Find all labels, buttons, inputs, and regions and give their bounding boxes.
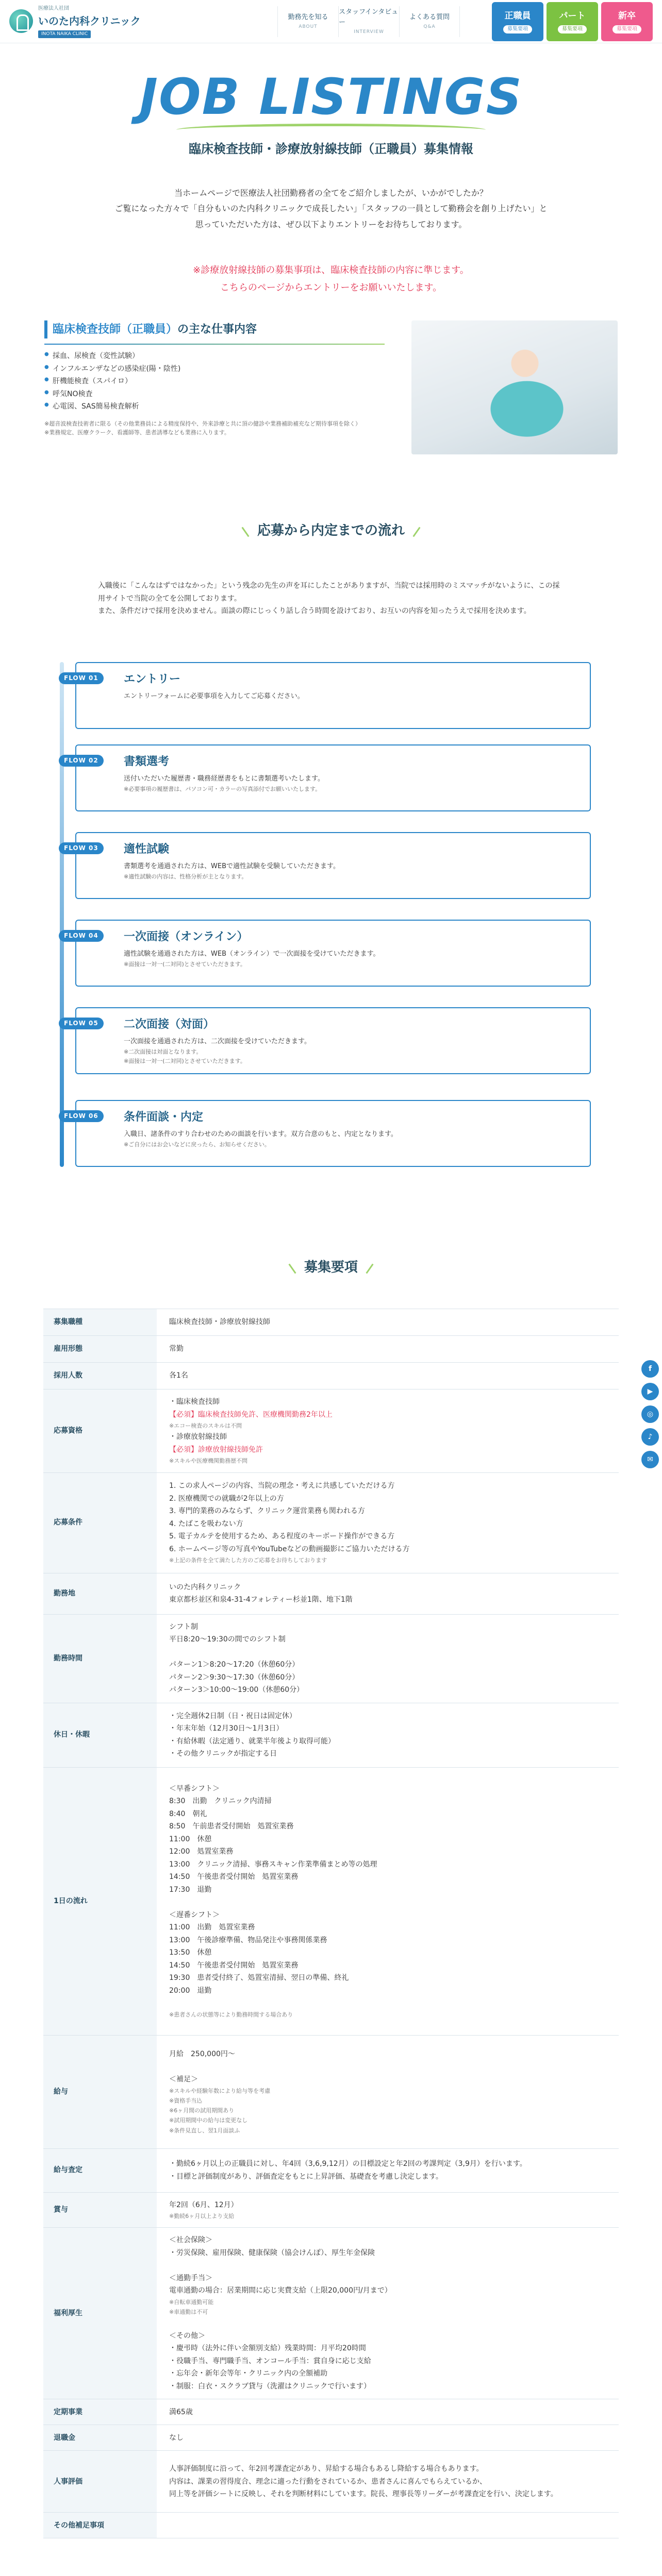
- button-sub: 募集要項: [613, 25, 641, 33]
- table-row: [43, 2425, 619, 2451]
- duties-note: ※超音波検査技術者に限る（その他業務員による精度保持や、外来診療と共に頂の健診や業務補助補充など期待事項を除く） ※業務規定、医療クラーク、看護師等、患者誘導なども業務に入ります。: [44, 420, 361, 436]
- row-value-line: 東京都杉並区和泉4-31-4フォレティー杉並1階、地下1階: [169, 1596, 353, 1604]
- nav-item-label: スタッフインタビュー: [339, 8, 399, 27]
- duties-divider: [44, 344, 385, 345]
- row-value: [157, 2148, 619, 2192]
- row-value-line: [169, 1646, 606, 1659]
- parttime-requirements-button[interactable]: [547, 2, 598, 41]
- row-value-line: 13:50 休憩: [169, 1948, 212, 1957]
- row-value-line: 12:00 処置室業務: [169, 1848, 234, 1856]
- side-sns: [638, 1360, 662, 1468]
- table-row: [43, 2513, 619, 2538]
- logo-tag: INOTA NAIKA CLINIC: [38, 30, 91, 38]
- table-row: [43, 2399, 619, 2425]
- row-label: 給与査定: [43, 2148, 157, 2192]
- logo-text: [38, 5, 141, 38]
- list-item: ● 採血、尿検査（変性試験）: [44, 350, 618, 363]
- row-value-line: 2. 医療機関での就職が2年以上の方: [169, 1494, 284, 1503]
- requirements-heading: [0, 1257, 662, 1279]
- row-value: [157, 2035, 619, 2148]
- fulltime-requirements-button[interactable]: [492, 2, 543, 41]
- mail-icon[interactable]: ✉: [641, 1451, 659, 1468]
- row-value-line: 6. ホームページ等の写真やYouTubeなどの動画撮影にご協力いただける方: [169, 1545, 410, 1553]
- notice-line: ※診療放射線技師の募集事項は、臨床検査技師の内容に準じます。: [193, 265, 469, 276]
- row-value-line: [169, 2259, 606, 2272]
- duties-section: [44, 320, 618, 465]
- table-row: [43, 2148, 619, 2192]
- row-value-line: [169, 2317, 606, 2330]
- row-value: [157, 1703, 619, 1767]
- page-subtitle: 臨床検査技師・診療放射線技師（正職員）募集情報: [189, 142, 473, 156]
- row-value-line: [169, 1896, 606, 1909]
- row-value-line: ※スキルや経験年数により給与等を考慮: [169, 2087, 271, 2094]
- table-row: [43, 1614, 619, 1703]
- row-value-line: ・年末年始（12月30日〜1月3日）: [169, 1724, 284, 1733]
- intro-line: ご覧になった方々で「自分もいのた内科クリニックで成長したい」「スタッフの一員として勤務会を創り上げたい」と: [114, 204, 548, 214]
- duties-title-highlight: 臨床検査技師（正職員）: [53, 323, 178, 336]
- flow-title: 応募から内定までの流れ: [237, 520, 425, 542]
- row-label: 定期事業: [43, 2399, 157, 2425]
- staff-photo: [411, 320, 618, 454]
- instagram-icon[interactable]: ◎: [641, 1405, 659, 1423]
- row-value-line: ※資格手当込: [169, 2097, 203, 2104]
- page-title: JOB LISTINGS: [139, 68, 523, 126]
- table-row: [43, 1472, 619, 1573]
- global-nav: [277, 6, 460, 37]
- flow-badge: FLOW 02: [59, 755, 104, 767]
- list-item: ● 心電図、SAS簡易検査解析: [44, 400, 618, 413]
- row-value: [157, 1472, 619, 1573]
- flow-note: ※適性試験の内容は、性格分析が主となります。: [124, 873, 247, 880]
- row-value: [157, 1389, 619, 1473]
- row-value-line: 11:00 出勤 処置室業務: [169, 1923, 255, 1932]
- row-value-line: ・目標と評価制度があり、評価査定をもとに上昇評価、基礎査を考慮し決定します。: [169, 2172, 443, 2181]
- nav-item-label: 勤務先を知る: [288, 13, 328, 21]
- flow-desc: 一次面接を通過された方は、二次面接を受けていただきます。: [124, 1038, 311, 1046]
- tiktok-icon[interactable]: ♪: [641, 1428, 659, 1446]
- table-row: [43, 2228, 619, 2399]
- nav-item-interview[interactable]: [338, 6, 399, 37]
- row-value-line: ・役職手当、専門職手当、オンコール手当：賞自身に応じ支給: [169, 2357, 371, 2365]
- table-row: [43, 1389, 619, 1473]
- nav-item-label: よくある質問: [409, 13, 450, 21]
- flow-heading: [0, 520, 662, 542]
- intro-line: 思っていただいた方は、ぜひ以下よりエントリーをお待ちしております。: [195, 219, 467, 229]
- flow-badge: FLOW 03: [59, 842, 104, 854]
- flow-name: 一次面接（オンライン）: [124, 930, 249, 943]
- nav-item-faq[interactable]: [399, 6, 460, 37]
- list-item: ● インフルエンザなどの感染症(陽・陰性): [44, 363, 618, 376]
- row-value-line: パターン2＞9:30〜17:30（休憩60分）: [169, 1673, 300, 1682]
- row-value: [157, 2425, 619, 2451]
- row-value: [157, 1614, 619, 1703]
- row-value: [157, 2192, 619, 2228]
- table-row: [43, 2192, 619, 2228]
- button-label: 新卒: [618, 10, 636, 21]
- hero: [0, 68, 662, 159]
- row-value-line: 17:30 退勤: [169, 1885, 212, 1894]
- duties-title-rest: の主な仕事内容: [177, 323, 257, 336]
- button-label: 正職員: [504, 10, 531, 21]
- requirements-table-wrap: [43, 1309, 619, 2576]
- row-value-line: ・有給休暇（法定通り、就業半年後より取得可能）: [169, 1737, 335, 1745]
- table-row: [43, 1336, 619, 1363]
- flow-note: ※二次面接は対面となります。 ※面接は一対一(二対同)とさせていただきます。: [124, 1048, 246, 1064]
- table-row: [43, 1573, 619, 1614]
- row-value-line: ※勤続6ヶ月以上より支給: [169, 2213, 235, 2219]
- row-value-line: 満65歳: [169, 2408, 193, 2416]
- row-value-line: ・その他クリニックが指定する日: [169, 1750, 277, 1758]
- flow-step-aptitude-test: [64, 832, 591, 899]
- row-value-line: 14:50 午後患者受付開始 処置室業務: [169, 1873, 299, 1882]
- row-value-line: 1. この求人ページの内容、当院の理念・考えに共感していただける方: [169, 1482, 395, 1490]
- requirements-body: [43, 1309, 619, 2538]
- flow-steps: [44, 662, 618, 1177]
- row-value: [157, 2228, 619, 2399]
- row-value-line: 月給 250,000円〜: [169, 2050, 235, 2059]
- row-label: 賞与: [43, 2192, 157, 2228]
- flow-badge: FLOW 05: [59, 1018, 104, 1029]
- row-label: 雇用形態: [43, 1336, 157, 1363]
- flow-note: ※必要事項の履歴書は、パソコン可・カラーの写真添付でお願いいたします。: [124, 785, 321, 792]
- row-value-line: ※車通勤は不可: [169, 2309, 208, 2315]
- row-value: [157, 1336, 619, 1363]
- row-value: [157, 1363, 619, 1389]
- row-value-line: ＜早番シフト＞: [169, 1784, 220, 1793]
- flow-name: 適性試験: [124, 843, 170, 856]
- table-row: [43, 2451, 619, 2513]
- row-label: 募集職種: [43, 1309, 157, 1336]
- row-value-line: 11:00 休憩: [169, 1835, 212, 1843]
- row-value-line: ※6ヶ月間の試用期間あり: [169, 2107, 235, 2114]
- requirements-title: 募集要項: [284, 1257, 378, 1279]
- row-value-line: ・臨床検査技師: [169, 1398, 220, 1406]
- row-value-line: 【必須】臨床検査技師免許、医療機関勤務2年以上: [169, 1410, 333, 1419]
- row-label: 勤務時間: [43, 1614, 157, 1703]
- row-value-line: 5. 電子カルテを使用するため、ある程度のキーボード操作ができる方: [169, 1532, 395, 1541]
- site-header: [0, 0, 662, 43]
- requirements-table: [43, 1309, 619, 2538]
- flow-step-second-interview: [64, 1007, 591, 1074]
- table-row: [43, 1363, 619, 1389]
- logo-mark-icon: [9, 9, 33, 33]
- row-value-line: 8:40 朝礼: [169, 1809, 207, 1818]
- row-value-line: ＜その他＞: [169, 2331, 205, 2340]
- flow-name: 条件面談・内定: [124, 1111, 204, 1124]
- row-value-line: ・勤続6ヶ月以上の正職員に対し、年4回（3,6,9,12月）の目標設定と年2回の考課判定（3,9月）を行います。: [169, 2160, 527, 2168]
- flow-step-document-screening: [64, 744, 591, 811]
- row-value-line: 8:30 出勤 クリニック内清掃: [169, 1797, 272, 1806]
- flow-step-entry: [64, 662, 591, 729]
- flow-badge: FLOW 06: [59, 1110, 104, 1122]
- flow-desc: 適性試験を通過された方は、WEB（オンライン）で一次面接を受けていただきます。: [124, 950, 380, 958]
- row-value-line: 年2回（6月、12月）: [169, 2200, 238, 2209]
- flow-badge: FLOW 04: [59, 930, 104, 942]
- row-value-line: ＜通勤手当＞: [169, 2274, 212, 2282]
- flow-desc: 入職日、諸条件のすり合わせのための面談を行います。双方合意のもと、内定となります。: [124, 1130, 398, 1139]
- table-row: [43, 1309, 619, 1336]
- nav-item-en: INTERVIEW: [354, 29, 384, 35]
- row-value-line: ・診療放射線技師: [169, 1433, 227, 1442]
- flow-step-offer: [64, 1100, 591, 1167]
- flow-name: 書類選考: [124, 755, 170, 768]
- row-label: 勤務地: [43, 1573, 157, 1614]
- button-label: パート: [559, 10, 586, 21]
- logo-sub: 医療法人社団: [38, 6, 69, 12]
- row-label: 給与: [43, 2035, 157, 2148]
- row-value-line: パターン1＞8:20〜17:20（休憩60分）: [169, 1660, 300, 1669]
- row-value-line: ※エコー検査のスキルは不問: [169, 1422, 242, 1429]
- row-value-line: 平日8:20〜19:30の間でのシフト制: [169, 1635, 286, 1643]
- flow-note: ※面接は一対一(二対同)とさせていただきます。: [124, 960, 246, 968]
- row-value-line: ・完全週休2日制（日・祝日は固定休）: [169, 1711, 296, 1720]
- header-buttons: [492, 2, 653, 41]
- row-value-line: なし: [169, 2433, 184, 2442]
- table-row: [43, 2035, 619, 2148]
- row-value-line: 内容は、課業の習得度合、理念に適った行動をされているか、患者さんに喜んでもらえているか、: [169, 2477, 487, 2486]
- row-value-line: 3. 専門的業務のみならず、クリニック運営業務も関われる方: [169, 1507, 365, 1516]
- row-value-line: ※条件見直し、翌1月面談ふ: [169, 2127, 240, 2134]
- row-value-line: ・忘年会・新年会等年・クリニック内の全額補助: [169, 2369, 328, 2378]
- row-label: 採用人数: [43, 1363, 157, 1389]
- intro-text: [0, 185, 662, 232]
- flow-lead: [98, 580, 562, 618]
- row-label: 人事評価: [43, 2451, 157, 2513]
- flow-lead-line: 入職後に「こんなはずではなかった」という残念の先生の声を耳にしたことがありますが、当院では採用時のミスマッチがないように、この採用サイトで当院の全てを公開しております。: [98, 582, 560, 603]
- youtube-icon[interactable]: ▶: [641, 1383, 659, 1400]
- flow-lead-line: また、条件だけで採用を決めません。面談の際にじっくり話し合う時間を設けており、お互いの内容を知ったうえで採用を決めます。: [98, 607, 531, 615]
- flow-note: ※ご自分にはお会いなどに戻ったら、お知らせください。: [124, 1141, 270, 1148]
- flow-desc: 送付いただいた履歴書・職務経歴書をもとに書類選考いたします。: [124, 775, 324, 783]
- list-item: ● 呼気NO検査: [44, 388, 618, 401]
- row-label: 1日の流れ: [43, 1767, 157, 2035]
- row-value-line: [169, 2061, 606, 2074]
- row-value-line: ・慶弔時（法外に伴い金額別支給）残業時間：月平均20時間: [169, 2344, 366, 2353]
- facebook-icon[interactable]: f: [641, 1360, 659, 1378]
- row-value-line: ＜補足＞: [169, 2075, 198, 2084]
- row-value-line: 電車通勤の場合：居業期間に応じ実費支給（上限20,000円/月まで）: [169, 2286, 392, 2295]
- row-value: [157, 2399, 619, 2425]
- flow-badge: FLOW 01: [59, 672, 104, 684]
- row-value-line: いのた内科クリニック: [169, 1583, 241, 1591]
- intro-line: 当ホームページで医療法人社団勤務者の全てをご紹介しましたが、いかがでしたか？: [174, 188, 488, 198]
- row-value-line: ＜社会保険＞: [169, 2236, 212, 2245]
- row-value-line: 20:00 退勤: [169, 1986, 212, 1995]
- row-value-line: 臨床検査技師・診療放射線技師: [169, 1318, 270, 1327]
- row-value-line: 各1名: [169, 1371, 188, 1380]
- clinic-logo[interactable]: [9, 5, 179, 38]
- row-value: [157, 2451, 619, 2513]
- list-item: ● 肝機能検査（スパイロ）: [44, 375, 618, 388]
- flow-desc: エントリーフォームに必要事項を入力してご応募ください。: [124, 692, 304, 701]
- nav-item-en: ABOUT: [299, 24, 318, 29]
- row-value-line: パターン3＞10:00〜19:00（休憩60分）: [169, 1686, 304, 1694]
- row-value-line: 4. たばこを吸わない方: [169, 1519, 243, 1528]
- row-value: [157, 1767, 619, 2035]
- flow-name: 二次面接（対面）: [124, 1018, 215, 1031]
- row-value-line: 13:00 午後診療準備、物品発注や事務関係業務: [169, 1936, 327, 1944]
- row-value-line: ・労災保険、雇用保険、健康保険（協会けんぽ）、厚生年金保険: [169, 2248, 375, 2257]
- row-label: 休日・休暇: [43, 1703, 157, 1767]
- row-label: 応募資格: [43, 1389, 157, 1473]
- row-value-line: 8:50 午前患者受付開始 処置室業務: [169, 1822, 294, 1831]
- nav-item-about[interactable]: [277, 6, 338, 37]
- row-value-line: 人事評価制度に沿って、年2回考課査定があり、昇給する場合もあるし降給する場合もあります。: [169, 2465, 484, 2473]
- row-value-line: ※自転車通勤可能: [169, 2298, 214, 2306]
- row-value-line: ※試用期間中の給与は変更なし: [169, 2117, 248, 2124]
- row-value-line: 13:00 クリニック清掃、事務スキャン作業準備まとめ等の処理: [169, 1860, 377, 1869]
- newgrad-requirements-button[interactable]: [601, 2, 653, 41]
- logo-main: いのた内科クリニック: [38, 15, 141, 28]
- row-value-line: 【必須】診療放射線技師免許: [169, 1445, 263, 1454]
- table-row: [43, 1703, 619, 1767]
- row-value: [157, 1573, 619, 1614]
- button-sub: 募集要項: [558, 25, 587, 33]
- row-value: [157, 1309, 619, 1336]
- row-label: その他補足事項: [43, 2513, 157, 2538]
- row-value-line: [169, 2519, 606, 2532]
- row-label: 退職金: [43, 2425, 157, 2451]
- row-value-line: 常勤: [169, 1345, 184, 1353]
- row-value-line: ※上記の条件を全て満たした方のご応募をお待ちしております: [169, 1557, 327, 1564]
- row-value-line: 19:30 患者受付終了、処置室清掃、翌日の準備、終礼: [169, 1974, 349, 1982]
- flow-rail: [60, 662, 64, 1167]
- row-value: [157, 2513, 619, 2538]
- row-value-line: ※患者さんの状態等により勤務時間する場合あり: [169, 2011, 293, 2018]
- table-row: [43, 1767, 619, 2035]
- row-value-line: 同上等を評価シートに反映し、それを判断材料にしています。院長、理事長等リーダーが考課査定を行い、決定します。: [169, 2490, 558, 2498]
- flow-step-first-interview: [64, 920, 591, 987]
- row-value-line: ・制服：白衣・スクラブ貸与（洗濯はクリニックで行います）: [169, 2382, 371, 2391]
- row-value-line: シフト制: [169, 1622, 198, 1631]
- notice-line: こちらのページからエントリーをお願いいたします。: [220, 282, 442, 294]
- row-value-line: 14:50 午後患者受付開始 処置室業務: [169, 1961, 299, 1970]
- flow-name: エントリー: [124, 673, 181, 686]
- row-value-line: [169, 1997, 606, 2010]
- flow-desc: 書類選考を通過された方は、WEBで適性試験を受験していただきます。: [124, 862, 340, 871]
- row-value-line: ＜遅番シフト＞: [169, 1910, 220, 1919]
- row-label: 福利厚生: [43, 2228, 157, 2399]
- nav-item-en: Q&A: [423, 24, 436, 29]
- row-label: 応募条件: [43, 1472, 157, 1573]
- notice-text: [0, 262, 662, 297]
- row-value-line: ※スキルや医療機関勤務歴不問: [169, 1458, 248, 1465]
- button-sub: 募集要項: [503, 25, 532, 33]
